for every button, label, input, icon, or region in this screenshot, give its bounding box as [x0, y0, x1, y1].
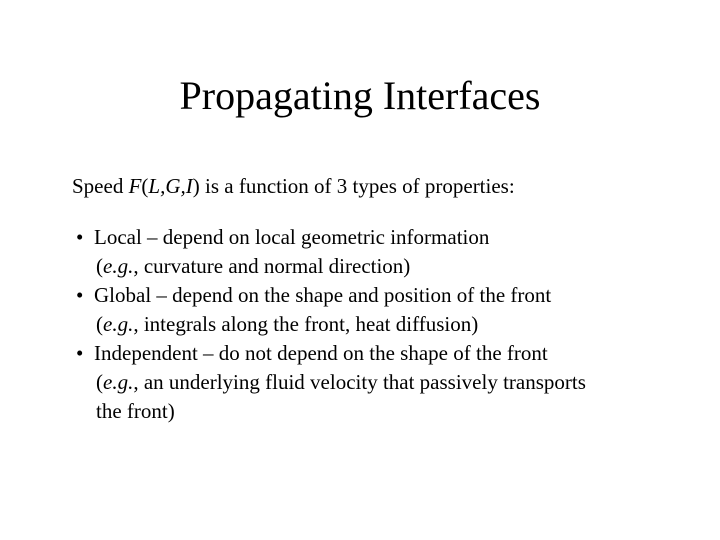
bullet-symbol: • — [76, 225, 84, 249]
detail-eg: e.g. — [103, 312, 134, 336]
intro-text — [72, 172, 692, 200]
intro-before: Speed — [72, 174, 129, 198]
detail-text: , integrals along the front, heat diffusion) — [133, 312, 479, 336]
intro-function-name: F — [128, 174, 142, 198]
bullet-detail — [76, 252, 696, 281]
bullet-symbol: • — [76, 341, 84, 365]
detail-paren: ( — [96, 254, 103, 278]
bullet-symbol: • — [76, 283, 84, 307]
detail-text: , curvature and normal direction) — [133, 254, 411, 278]
bullet-label: Global – depend on the shape and position of the front — [94, 283, 552, 307]
slide-title: Propagating Interfaces — [179, 73, 541, 118]
detail-paren: ( — [96, 370, 103, 394]
detail-eg: e.g. — [103, 254, 134, 278]
intro-function-args: L,G,I — [148, 174, 193, 198]
bullet-item-global — [76, 281, 696, 310]
bullet-detail — [76, 368, 696, 397]
bullet-detail — [76, 310, 696, 339]
bullet-list — [76, 223, 696, 426]
bullet-item-local — [76, 223, 696, 252]
bullet-detail-continued: the front) — [96, 399, 175, 423]
detail-text: , an underlying fluid velocity that passively transports — [133, 370, 586, 394]
bullet-label: Independent – do not depend on the shape of the front — [94, 341, 548, 365]
bullet-item-independent — [76, 339, 696, 368]
intro-paren-close: ) — [192, 174, 200, 198]
intro-paren-open: ( — [141, 174, 149, 198]
intro-after: is a function of 3 types of properties: — [199, 174, 515, 198]
bullet-label: Local – depend on local geometric information — [94, 225, 490, 249]
detail-eg: e.g. — [103, 370, 134, 394]
detail-paren: ( — [96, 312, 103, 336]
